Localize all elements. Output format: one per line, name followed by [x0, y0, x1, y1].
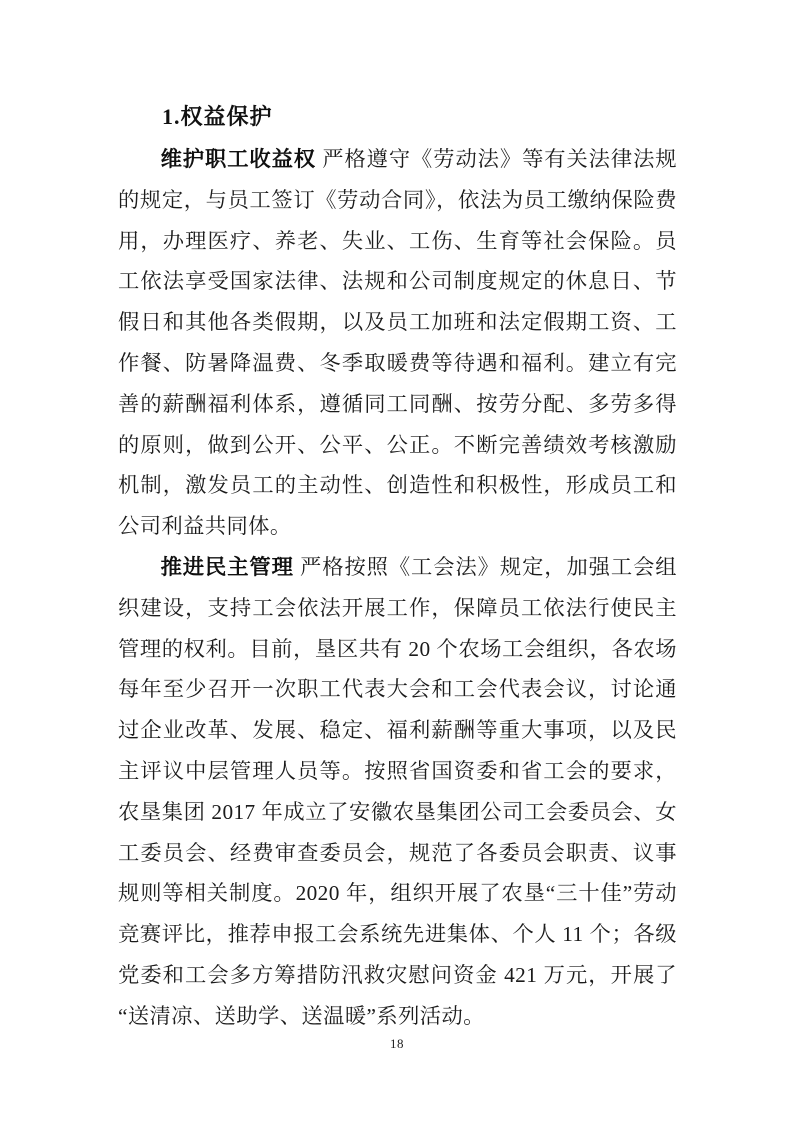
paragraph — [118, 547, 677, 1037]
paragraph — [118, 139, 677, 547]
paragraph-lead: 维护职工收益权 — [160, 147, 317, 171]
document-body — [118, 95, 677, 1037]
page-number: 18 — [390, 1036, 404, 1051]
paragraph-body: 严格遵守《劳动法》等有关法律法规的规定，与员工签订《劳动合同》，依法为员工缴纳保险费用，办理医疗、养老、失业、工伤、生育等社会保险。员工依法享受国家法律、法规和公司制度规定的休息日、节假日和其他各类假期，以及员工加班和法定假期工资、工作餐、防暑降温费、冬季取暖费等待遇和福利。建立有完善的薪酬福利体系，遵循同工同酬、按劳分配、多劳多得的原则，做到公开、公平、公正。不断完善绩效考核激励机制，激发员工的主动性、创造性和积极性，形成员工和公司利益共同体。 — [118, 147, 677, 539]
paragraph-body: 严格按照《工会法》规定，加强工会组织建设，支持工会依法开展工作，保障员工依法行使民主管理的权利。目前，垦区共有 20 个农场工会组织，各农场每年至少召开一次职工代表大会和工会代表会议，讨论通过企业改革、发展、稳定、福利薪酬等重大事项，以及民主评议中层管理人员等。按照省国资委和省工会的要求，农垦集团 2017 年成立了安徽农垦集团公司工会委员会、女工委员会、经费审查委员会，规范了各委员会职责、议事规则等相关制度。2020 年，组织开展了农垦“三十佳”劳动竞赛评比，推荐申报工会系统先进集体、个人 11 个；各级党委和工会多方筹措防汛救灾慰问资金 421 万元，开展了“送清凉、送助学、送温暖”系列活动。 — [118, 554, 677, 1028]
section-heading: 1.权益保护 — [162, 104, 273, 129]
paragraph-lead: 推进民主管理 — [160, 554, 294, 579]
